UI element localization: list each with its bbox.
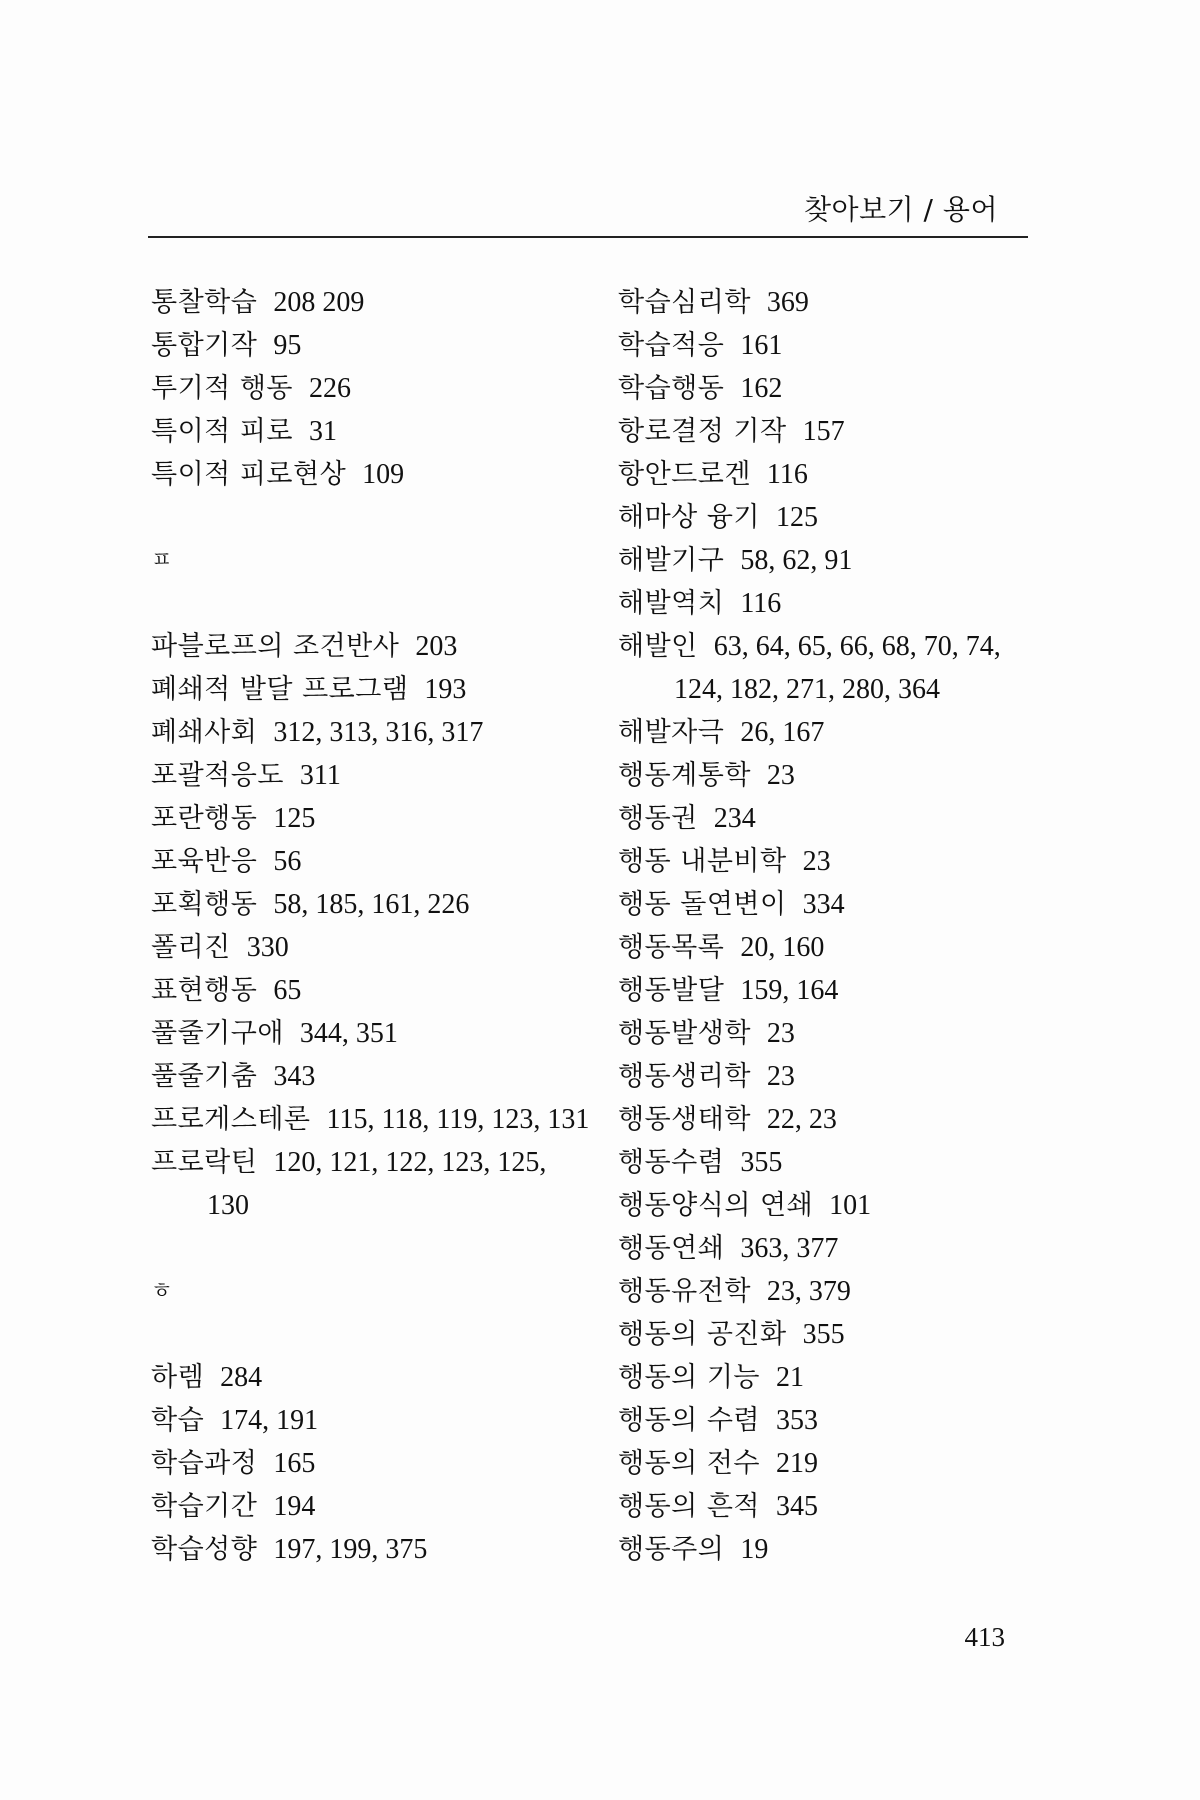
index-term: 하렘 bbox=[151, 1362, 205, 1393]
index-pages: 26, 167 bbox=[740, 717, 825, 748]
index-pages: 23 bbox=[766, 760, 795, 791]
index-pages: 23 bbox=[766, 1061, 795, 1092]
index-term: 폐쇄적 발달 프로그램 bbox=[151, 674, 409, 705]
index-term: 항로결정 기작 bbox=[618, 416, 787, 447]
index-entry bbox=[151, 281, 581, 324]
blank-line bbox=[151, 1313, 581, 1356]
index-term: 행동주의 bbox=[618, 1534, 725, 1565]
index-pages: 203 bbox=[415, 631, 458, 662]
index-term: 프로락틴 bbox=[151, 1147, 258, 1178]
index-entry bbox=[151, 754, 581, 797]
index-term: 통합기작 bbox=[151, 330, 258, 361]
index-term: 학습행동 bbox=[618, 373, 725, 404]
index-term: 행동발달 bbox=[618, 975, 725, 1006]
index-pages: 174, 191 bbox=[220, 1405, 319, 1436]
index-entry bbox=[151, 1399, 581, 1442]
index-term: 해마상 융기 bbox=[618, 502, 760, 533]
index-term: 포육반응 bbox=[151, 846, 258, 877]
index-entry bbox=[618, 797, 1048, 840]
index-term: 학습기간 bbox=[151, 1491, 258, 1522]
index-entry bbox=[151, 840, 581, 883]
index-entry bbox=[618, 1184, 1048, 1227]
index-term: 프로게스테론 bbox=[151, 1104, 311, 1135]
index-term: 행동의 전수 bbox=[618, 1448, 760, 1479]
index-pages: 363, 377 bbox=[740, 1233, 839, 1264]
index-pages: 21 bbox=[776, 1362, 804, 1393]
index-pages: 165 bbox=[273, 1448, 316, 1479]
index-entry bbox=[151, 1098, 590, 1141]
index-term: 항안드로겐 bbox=[618, 459, 751, 490]
index-pages: 369 bbox=[766, 287, 809, 318]
index-term: 해발자극 bbox=[618, 717, 725, 748]
index-pages: 330 bbox=[246, 932, 289, 963]
index-entry bbox=[151, 668, 581, 711]
running-head bbox=[148, 192, 1028, 238]
index-term: 특이적 피로 bbox=[151, 416, 293, 447]
index-entry bbox=[151, 367, 581, 410]
index-term: 포란행동 bbox=[151, 803, 258, 834]
index-entry bbox=[618, 1141, 1048, 1184]
index-pages: 197, 199, 375 bbox=[273, 1534, 428, 1565]
index-pages: 124, 182, 271, 280, 364 bbox=[674, 674, 940, 705]
index-entry bbox=[618, 1270, 1048, 1313]
index-entry bbox=[151, 711, 581, 754]
index-pages: 23, 379 bbox=[766, 1276, 851, 1307]
index-entry bbox=[618, 496, 1048, 539]
index-term: 해발기구 bbox=[618, 545, 725, 576]
index-pages: 120, 121, 122, 123, 125, bbox=[273, 1147, 547, 1178]
index-entry bbox=[151, 410, 581, 453]
index-entry bbox=[618, 926, 1048, 969]
index-term: 행동목록 bbox=[618, 932, 725, 963]
index-term: 행동계통학 bbox=[618, 760, 751, 791]
page-number: 413 bbox=[964, 1622, 1005, 1652]
index-term: 행동의 흔적 bbox=[618, 1491, 760, 1522]
index-entry bbox=[151, 625, 581, 668]
index-term: 통찰학습 bbox=[151, 287, 258, 318]
index-term: 학습 bbox=[151, 1405, 205, 1436]
index-entry bbox=[618, 1442, 1048, 1485]
index-entry bbox=[618, 969, 1048, 1012]
index-column-right bbox=[618, 281, 1048, 1571]
index-term: 특이적 피로현상 bbox=[151, 459, 347, 490]
index-pages: 125 bbox=[273, 803, 316, 834]
index-pages: 194 bbox=[273, 1491, 316, 1522]
index-entry bbox=[151, 969, 581, 1012]
index-entry bbox=[618, 1055, 1048, 1098]
index-pages: 284 bbox=[220, 1362, 263, 1393]
index-entry bbox=[151, 883, 581, 926]
index-term: 해발인 bbox=[618, 631, 698, 662]
index-pages: 65 bbox=[273, 975, 302, 1006]
index-pages: 31 bbox=[309, 416, 337, 447]
running-head-title: 찾아보기 / 용어 bbox=[803, 193, 998, 226]
section-heading: ㅍ bbox=[151, 548, 173, 573]
index-term: 파블로프의 조건반사 bbox=[151, 631, 400, 662]
index-pages: 109 bbox=[362, 459, 405, 490]
index-pages: 334 bbox=[802, 889, 845, 920]
index-term: 행동의 공진화 bbox=[618, 1319, 787, 1350]
index-term: 폐쇄사회 bbox=[151, 717, 258, 748]
index-entry bbox=[618, 883, 1048, 926]
index-entry bbox=[618, 1313, 1048, 1356]
index-entry-continuation bbox=[151, 1184, 581, 1227]
index-term: 포괄적응도 bbox=[151, 760, 284, 791]
index-term: 학습성향 bbox=[151, 1534, 258, 1565]
index-entry bbox=[151, 324, 581, 367]
index-term: 풀줄기구애 bbox=[151, 1018, 284, 1049]
index-pages: 312, 313, 316, 317 bbox=[273, 717, 484, 748]
index-entry bbox=[151, 797, 581, 840]
blank-line bbox=[151, 582, 581, 625]
index-entry bbox=[151, 1442, 581, 1485]
index-term: 학습적응 bbox=[618, 330, 725, 361]
index-term: 행동수렴 bbox=[618, 1147, 725, 1178]
index-pages: 311 bbox=[299, 760, 341, 791]
index-pages: 208 209 bbox=[273, 287, 365, 318]
index-entry bbox=[618, 1356, 1048, 1399]
index-entry bbox=[618, 582, 1048, 625]
index-entry bbox=[618, 711, 1048, 754]
index-term: 투기적 행동 bbox=[151, 373, 293, 404]
index-entry-continuation bbox=[618, 668, 1048, 711]
index-pages: 343 bbox=[273, 1061, 316, 1092]
index-entry bbox=[151, 1356, 581, 1399]
index-entry bbox=[151, 1012, 581, 1055]
index-entry bbox=[618, 324, 1048, 367]
index-entry bbox=[618, 453, 1048, 496]
index-entry bbox=[618, 840, 1048, 883]
index-entry bbox=[151, 453, 581, 496]
index-entry bbox=[151, 1528, 581, 1571]
index-pages: 344, 351 bbox=[299, 1018, 398, 1049]
index-pages: 95 bbox=[273, 330, 302, 361]
index-entry bbox=[618, 754, 1048, 797]
index-term: 행동생리학 bbox=[618, 1061, 751, 1092]
index-pages: 116 bbox=[740, 588, 782, 619]
index-pages: 22, 23 bbox=[766, 1104, 837, 1135]
index-entry bbox=[618, 625, 1048, 668]
index-entry bbox=[151, 926, 581, 969]
index-pages: 355 bbox=[740, 1147, 783, 1178]
index-entry bbox=[618, 539, 1048, 582]
index-pages: 234 bbox=[713, 803, 756, 834]
index-entry bbox=[618, 1485, 1048, 1528]
index-pages: 193 bbox=[424, 674, 467, 705]
index-pages: 345 bbox=[776, 1491, 818, 1522]
index-pages: 125 bbox=[776, 502, 818, 533]
index-pages: 19 bbox=[740, 1534, 769, 1565]
index-pages: 162 bbox=[740, 373, 783, 404]
index-entry bbox=[618, 1399, 1048, 1442]
index-term: 행동의 수렴 bbox=[618, 1405, 760, 1436]
section-heading: ㅎ bbox=[151, 1279, 173, 1304]
index-column-left bbox=[151, 281, 590, 1571]
index-entry bbox=[618, 1012, 1048, 1055]
index-term: 행동발생학 bbox=[618, 1018, 751, 1049]
index-term: 행동생태학 bbox=[618, 1104, 751, 1135]
index-pages: 101 bbox=[829, 1190, 872, 1221]
index-term: 행동양식의 연쇄 bbox=[618, 1190, 814, 1221]
index-entry bbox=[151, 1141, 581, 1184]
index-term: 포획행동 bbox=[151, 889, 258, 920]
index-pages: 116 bbox=[766, 459, 808, 490]
index-pages: 56 bbox=[273, 846, 302, 877]
index-pages: 161 bbox=[740, 330, 783, 361]
index-term: 폴리진 bbox=[151, 932, 231, 963]
index-pages: 23 bbox=[802, 846, 831, 877]
index-pages: 130 bbox=[207, 1190, 249, 1221]
index-pages: 226 bbox=[309, 373, 351, 404]
index-pages: 23 bbox=[766, 1018, 795, 1049]
index-pages: 219 bbox=[776, 1448, 818, 1479]
index-pages: 115, 118, 119, 123, 131 bbox=[326, 1104, 590, 1135]
blank-line bbox=[151, 1227, 581, 1270]
index-entry bbox=[618, 367, 1048, 410]
index-term: 행동권 bbox=[618, 803, 698, 834]
blank-line bbox=[151, 496, 581, 539]
index-pages: 355 bbox=[802, 1319, 845, 1350]
index-term: 해발역치 bbox=[618, 588, 725, 619]
index-term: 행동 돌연변이 bbox=[618, 889, 787, 920]
index-term: 행동연쇄 bbox=[618, 1233, 725, 1264]
index-term: 행동 내분비학 bbox=[618, 846, 787, 877]
index-entry bbox=[618, 1227, 1048, 1270]
index-entry bbox=[618, 281, 1048, 324]
index-term: 행동유전학 bbox=[618, 1276, 751, 1307]
index-pages: 157 bbox=[802, 416, 845, 447]
index-pages: 159, 164 bbox=[740, 975, 839, 1006]
index-pages: 58, 185, 161, 226 bbox=[273, 889, 470, 920]
index-entry bbox=[618, 1098, 1048, 1141]
index-pages: 353 bbox=[776, 1405, 818, 1436]
index-entry bbox=[618, 1528, 1048, 1571]
index-term: 학습과정 bbox=[151, 1448, 258, 1479]
index-entry bbox=[618, 410, 1048, 453]
index-term: 행동의 기능 bbox=[618, 1362, 760, 1393]
index-term: 학습심리학 bbox=[618, 287, 751, 318]
index-pages: 58, 62, 91 bbox=[740, 545, 853, 576]
index-term: 표현행동 bbox=[151, 975, 258, 1006]
index-term: 풀줄기춤 bbox=[151, 1061, 258, 1092]
index-entry bbox=[151, 1055, 581, 1098]
index-pages: 63, 64, 65, 66, 68, 70, 74, bbox=[713, 631, 1001, 662]
index-pages: 20, 160 bbox=[740, 932, 825, 963]
index-entry bbox=[151, 1485, 581, 1528]
